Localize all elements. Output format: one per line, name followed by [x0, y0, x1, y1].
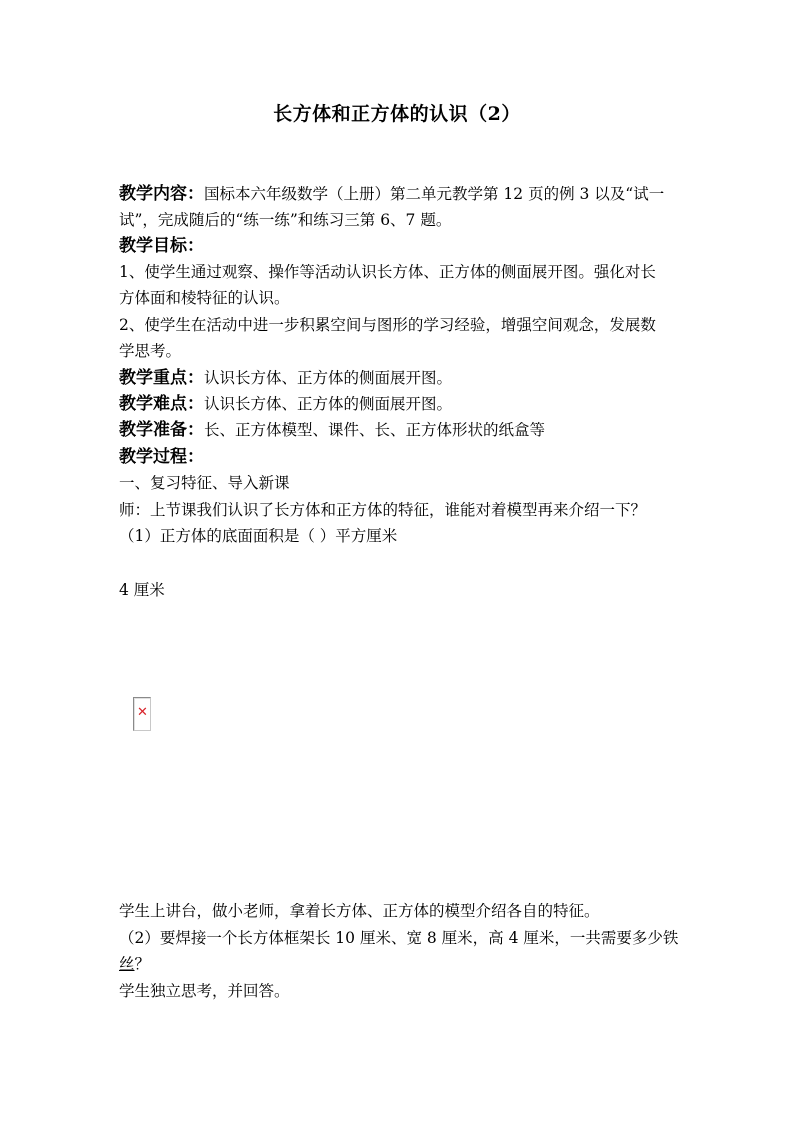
difficulty-colon: ： — [187, 394, 204, 414]
teacher-line: 师：上节课我们认识了长方体和正方体的特征，谁能对着模型再来介绍一下？ — [119, 501, 647, 519]
dimension-label: 4 厘米 — [119, 581, 165, 599]
content-text-1: 国标本六年级数学（上册）第二单元教学第 12 页的例 3 以及“试一 — [204, 185, 665, 203]
x-mark-icon: ✕ — [137, 705, 148, 720]
process-heading: 教学过程： — [119, 447, 204, 467]
goal-2-line-1: 2、使学生在活动中进一步积累空间与图形的学习经验，增强空间观念，发展数 — [119, 316, 656, 334]
preparation-label: 教学准备 — [119, 420, 187, 440]
goal-1-line-2: 方体面和棱特征的认识。 — [119, 289, 290, 307]
answer-line: 学生独立思考，并回答。 — [119, 982, 290, 1000]
student-line: 学生上讲台，做小老师，拿着长方体、正方体的模型介绍各自的特征。 — [119, 902, 600, 920]
question-2-line-1: （2）要焊接一个长方体框架长 10 厘米、宽 8 厘米，高 4 厘米，一共需要多少铁 — [119, 929, 679, 947]
document-title: 长方体和正方体的认识（2） — [273, 103, 521, 125]
content-colon: ： — [187, 184, 204, 204]
preparation-text: 长、正方体模型、课件、长、正方体形状的纸盒等 — [204, 421, 546, 439]
content-label: 教学内容 — [119, 184, 187, 204]
question-1: （1）正方体的底面面积是（ ）平方厘米 — [119, 527, 398, 545]
content-line-1 — [119, 181, 679, 207]
difficulty-line — [119, 391, 679, 417]
broken-image-icon — [133, 697, 151, 731]
goal-2-line-2: 学思考。 — [119, 342, 182, 360]
key-point-line — [119, 365, 679, 391]
question-2-underlined-word: 丝 — [119, 955, 135, 973]
preparation-colon: ： — [187, 420, 204, 440]
key-point-label: 教学重点 — [119, 368, 187, 388]
key-point-colon: ： — [187, 368, 204, 388]
goals-heading: 教学目标： — [119, 236, 204, 256]
question-2-end: ？ — [134, 955, 151, 973]
goal-1-line-1: 1、使学生通过观察、操作等活动认识长方体、正方体的侧面展开图。强化对长 — [119, 263, 656, 281]
content-line-2: 试”，完成随后的“练一练”和练习三第 6、7 题。 — [119, 211, 452, 229]
process-section-1: 一、复习特征、导入新课 — [119, 474, 290, 492]
preparation-line — [119, 417, 679, 443]
key-point-text: 认识长方体、正方体的侧面展开图。 — [204, 369, 453, 387]
difficulty-label: 教学难点 — [119, 394, 187, 414]
question-2-line-2 — [119, 951, 679, 977]
difficulty-text: 认识长方体、正方体的侧面展开图。 — [204, 395, 453, 413]
